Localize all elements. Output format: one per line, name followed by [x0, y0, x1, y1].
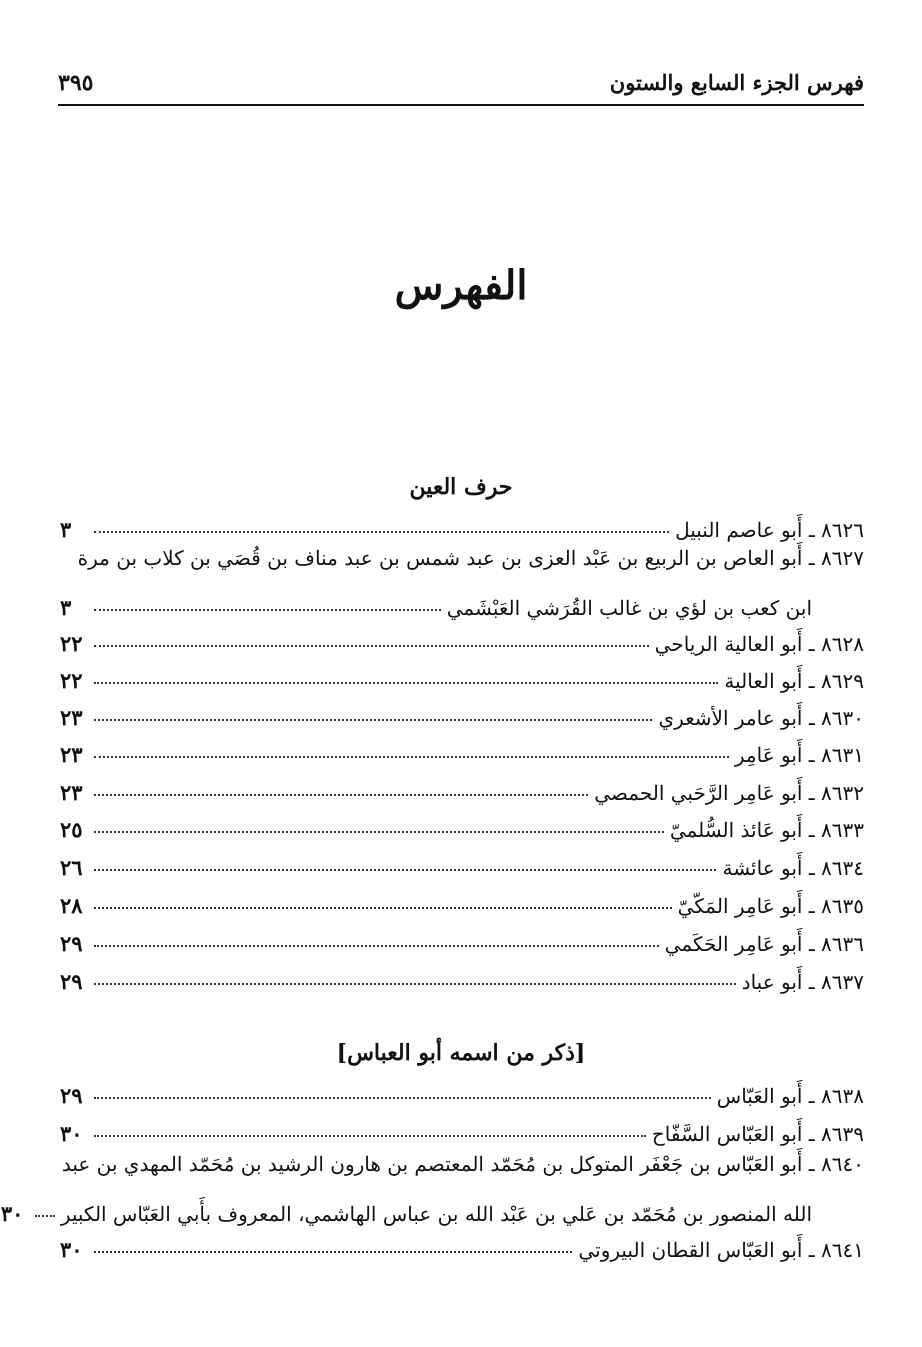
- entry-page: ٢٩: [60, 931, 83, 956]
- entry-page: ٢٩: [60, 1083, 83, 1108]
- entry-page: ٢٨: [60, 893, 83, 918]
- entry-text: ٨٦٣١ ـ أَبو عَامِر: [734, 743, 864, 767]
- index-entry: [60, 506, 864, 542]
- entry-text: ٨٦٢٩ ـ أَبو العالية: [724, 669, 864, 693]
- entry-page: ٢٥: [60, 817, 83, 842]
- entry-page: ٣٠: [60, 1121, 83, 1146]
- entry-page: ٣: [60, 595, 72, 620]
- entry-text: ٨٦٣٢ ـ أَبو عَامِر الرَّحَبي الحمصي: [594, 781, 864, 805]
- entry-text: ابن كعب بن لؤي بن غالب القُرَشي العَبْشَمي: [446, 596, 812, 620]
- entry-text: ٨٦٣٩ ـ أَبو العَبّاس السَّفّاح: [651, 1122, 864, 1146]
- dot-leader: [94, 794, 588, 796]
- dot-leader: [94, 645, 649, 647]
- entry-text: ٨٦٣٤ ـ أَبو عائشة: [722, 856, 864, 880]
- index-entry-continuation: [60, 584, 812, 620]
- index-entry: [60, 1226, 864, 1262]
- dot-leader: [94, 682, 718, 684]
- index-entry: [60, 769, 864, 805]
- index-entry: [60, 1110, 864, 1146]
- dot-leader: [94, 756, 729, 758]
- entry-page: ٢٣: [60, 742, 83, 767]
- dot-leader: [94, 945, 659, 947]
- entry-page: ٢٢: [60, 631, 83, 656]
- entry-page: ٢٣: [60, 780, 83, 805]
- entry-page: ٢٢: [60, 668, 83, 693]
- index-title: الفهرس: [394, 262, 528, 309]
- entry-page: ٢٦: [60, 855, 83, 880]
- dot-leader: [94, 609, 441, 611]
- index-entry: [60, 657, 864, 693]
- index-entry: [60, 920, 864, 956]
- index-entry: [60, 1152, 864, 1188]
- index-entry: [60, 882, 864, 918]
- entry-page: ٣٠: [60, 1237, 83, 1262]
- index-entry-continuation: [0, 1190, 812, 1226]
- index-entry: [60, 844, 864, 880]
- dot-leader: [94, 983, 736, 985]
- dot-leader: [94, 719, 652, 721]
- index-entry: [60, 620, 864, 656]
- dot-leader: [94, 869, 716, 871]
- dot-leader: [94, 1097, 711, 1099]
- entry-text: ٨٦٢٧ ـ أَبو العاص بن الربيع بن عَبْد العزى بن عبد شمس بن عبد مناف بن قُصَي بن كلاب بن مرة: [77, 546, 864, 570]
- entry-text: ٨٦٣٣ ـ أَبو عَائذ السُّلميّ: [669, 818, 864, 842]
- page-number: ٣٩٥: [58, 70, 94, 96]
- entry-page: ٢٩: [60, 969, 83, 994]
- dot-leader: [94, 907, 672, 909]
- section-title-abu-al-abbas: [ذكر من اسمه أبو العباس]: [336, 1040, 586, 1066]
- entry-text: ٨٦٣٧ ـ أَبو عباد: [741, 970, 864, 994]
- index-entry: [60, 731, 864, 767]
- entry-text: ٨٦٢٨ ـ أَبو العالية الرياحي: [654, 632, 864, 656]
- index-entry: [60, 1072, 864, 1108]
- running-header: [58, 62, 864, 106]
- entry-text: ٨٦٣٥ ـ أَبو عَامِر المَكّيّ: [677, 894, 864, 918]
- dot-leader: [94, 531, 669, 533]
- index-entry: [60, 958, 864, 994]
- entry-text: ٨٦٢٦ ـ أَبو عاصم النبيل: [675, 518, 864, 542]
- entry-text: الله المنصور بن مُحَمّد بن عَلي بن عَبْد الله بن عباس الهاشمي، المعروف بأَبي العَبّاس الكبير: [60, 1202, 812, 1226]
- index-entry: [60, 546, 864, 582]
- entry-text: ٨٦٤٠ ـ أَبو العَبّاس بن جَعْفَر المتوكل بن مُحَمّد المعتصم بن هارون الرشيد بن مُحَمّد المهدي بن عبد: [61, 1152, 864, 1176]
- index-entry: [60, 694, 864, 730]
- entry-text: ٨٦٤١ ـ أَبو العَبّاس القطان البيروتي: [578, 1238, 864, 1262]
- section-title-ain: حرف العين: [409, 474, 513, 500]
- dot-leader: [94, 1135, 646, 1137]
- header-title: فهرس الجزء السابع والستون: [609, 70, 864, 95]
- entry-page: ٣٠: [0, 1201, 24, 1226]
- entry-text: ٨٦٣٦ ـ أَبو عَامِر الحَكَمي: [664, 932, 864, 956]
- entry-text: ٨٦٣٨ ـ أَبو العَبّاس: [716, 1084, 864, 1108]
- dot-leader: [94, 831, 664, 833]
- entry-page: ٣: [60, 517, 72, 542]
- index-entry: [60, 806, 864, 842]
- dot-leader: [94, 1251, 572, 1253]
- dot-leader: [35, 1215, 55, 1217]
- entry-page: ٢٣: [60, 705, 83, 730]
- entry-text: ٨٦٣٠ ـ أَبو عامر الأشعري: [658, 706, 864, 730]
